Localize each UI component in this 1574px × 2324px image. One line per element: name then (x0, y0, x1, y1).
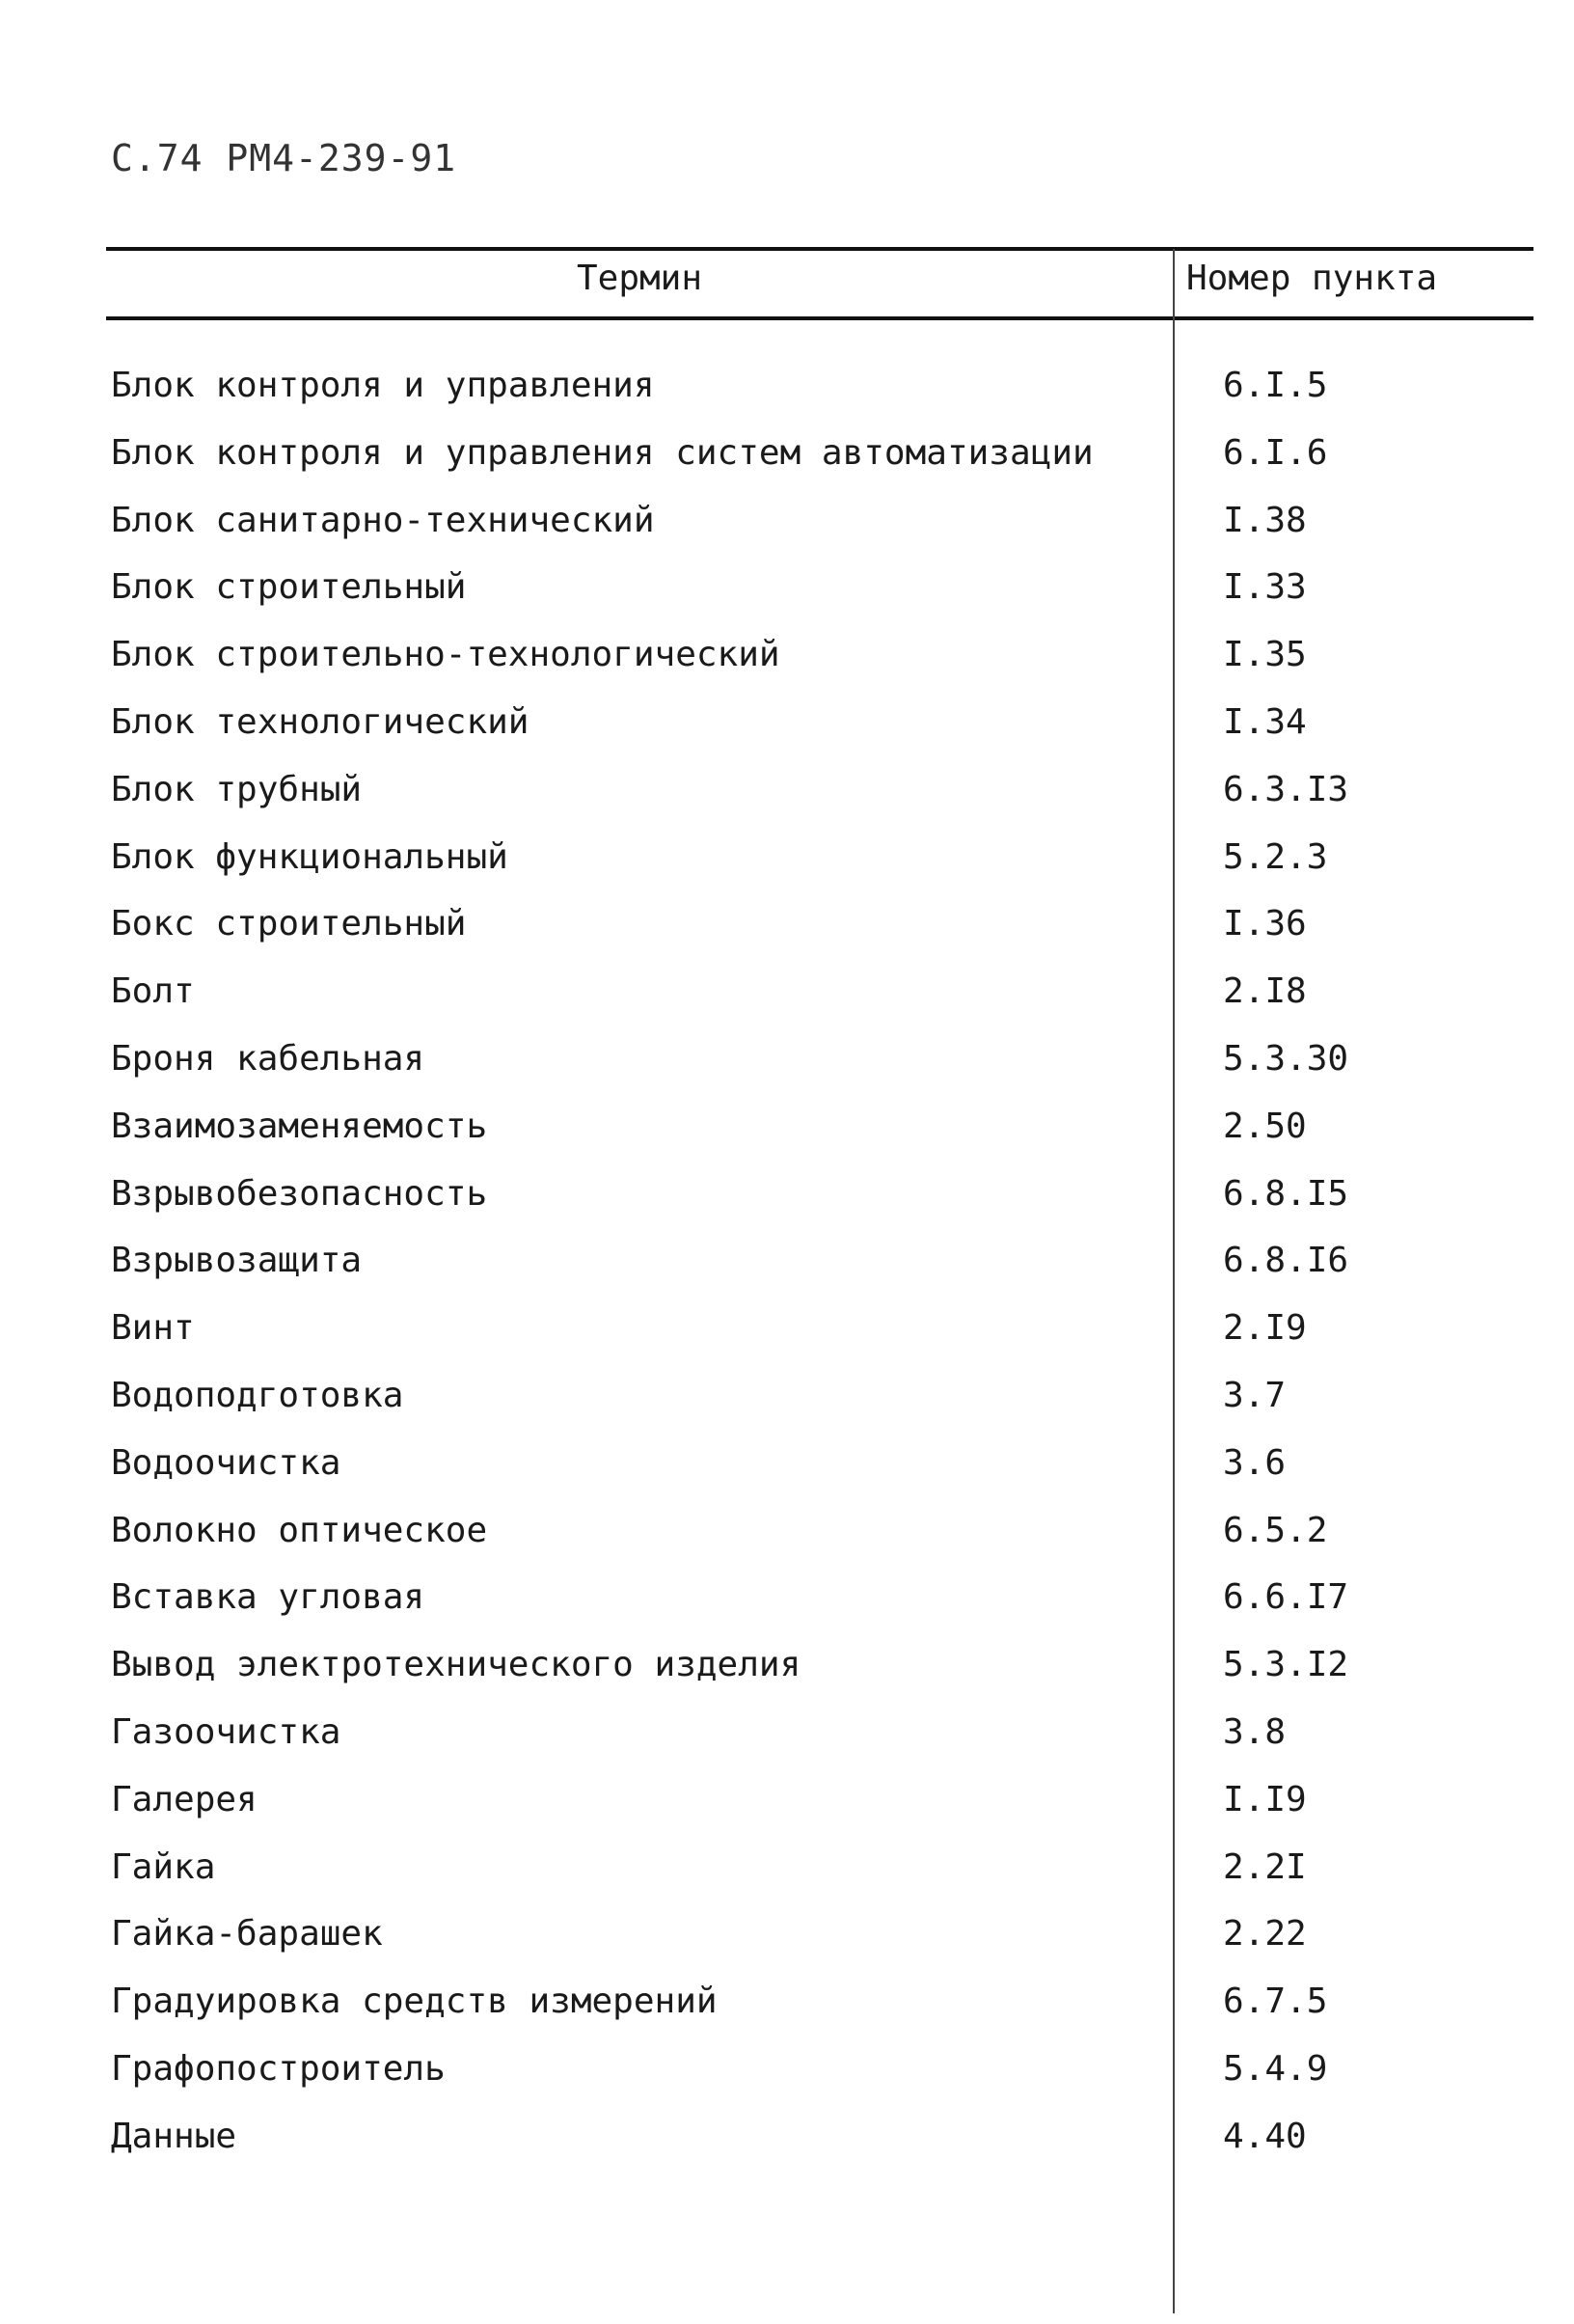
table-header-rule (106, 316, 1533, 320)
number-cell: 3.8 (1223, 1711, 1287, 1752)
term-cell: Блок функциональный (111, 836, 508, 877)
term-cell: Блок строительный (111, 567, 467, 608)
term-cell: Вывод электротехнического изделия (111, 1645, 801, 1685)
table-row (0, 1165, 1574, 1233)
term-cell: Блок санитарно-технический (111, 500, 655, 540)
number-cell: 6.8.I5 (1223, 1173, 1349, 1214)
term-cell: Блок трубный (111, 769, 363, 809)
table-row (0, 1367, 1574, 1435)
number-cell: 6.6.I7 (1223, 1577, 1349, 1618)
term-cell: Галерея (111, 1779, 258, 1819)
term-cell: Броня кабельная (111, 1038, 425, 1079)
term-cell: Взаимозаменяемость (111, 1106, 488, 1146)
term-cell: Блок контроля и управления (111, 366, 655, 405)
term-cell: Графопостроитель (111, 2048, 446, 2089)
number-cell: 5.4.9 (1223, 2048, 1328, 2089)
table-row (0, 1502, 1574, 1570)
number-cell: 6.7.5 (1223, 1982, 1328, 2022)
table-body (0, 357, 1574, 2175)
table-row (0, 895, 1574, 963)
term-cell: Данные (111, 2116, 237, 2156)
table-row (0, 2108, 1574, 2175)
number-cell: I.I9 (1223, 1779, 1307, 1819)
table-row (0, 1771, 1574, 1839)
number-cell: 4.40 (1223, 2116, 1307, 2156)
number-cell: I.36 (1223, 904, 1307, 944)
number-cell: I.34 (1223, 701, 1307, 742)
table-row (0, 1098, 1574, 1165)
number-cell: 5.2.3 (1223, 836, 1328, 877)
number-cell: 2.50 (1223, 1106, 1307, 1146)
term-cell: Гайка-барашек (111, 1914, 383, 1955)
table-row (0, 963, 1574, 1030)
table-row (0, 492, 1574, 560)
number-cell: 3.7 (1223, 1375, 1287, 1415)
number-cell: 6.I.5 (1223, 366, 1328, 405)
term-cell: Блок контроля и управления систем автоматизации (111, 432, 1094, 473)
table-row (0, 424, 1574, 492)
number-cell: 6.8.I6 (1223, 1241, 1349, 1281)
table-row (0, 694, 1574, 761)
term-cell: Волокно оптическое (111, 1510, 488, 1550)
table-row (0, 1030, 1574, 1098)
number-cell: 2.22 (1223, 1914, 1307, 1955)
table-row (0, 1839, 1574, 1906)
number-cell: 6.5.2 (1223, 1510, 1328, 1550)
term-cell: Градуировка средств измерений (111, 1982, 718, 2022)
page-header-code: С.74 РМ4-239-91 (111, 137, 457, 179)
table-row (0, 829, 1574, 896)
term-cell: Вставка угловая (111, 1577, 425, 1618)
number-cell: 2.I8 (1223, 971, 1307, 1012)
table-row (0, 761, 1574, 829)
table-row (0, 1299, 1574, 1367)
number-cell: I.33 (1223, 567, 1307, 608)
term-cell: Винт (111, 1308, 195, 1349)
number-cell: I.38 (1223, 500, 1307, 540)
number-cell: 3.6 (1223, 1442, 1287, 1483)
term-cell: Водоочистка (111, 1442, 341, 1483)
table-row (0, 1704, 1574, 1771)
column-header-number: Номер пункта (1186, 259, 1438, 298)
table-top-rule (106, 247, 1533, 251)
term-cell: Блок технологический (111, 701, 529, 742)
table-row (0, 357, 1574, 424)
number-cell: 5.3.I2 (1223, 1645, 1349, 1685)
table-row (0, 626, 1574, 694)
number-cell: 6.I.6 (1223, 432, 1328, 473)
table-row (0, 559, 1574, 626)
table-row (0, 1973, 1574, 2040)
number-cell: 6.3.I3 (1223, 769, 1349, 809)
table-row (0, 1905, 1574, 1973)
table-row (0, 1569, 1574, 1636)
term-cell: Блок строительно-технологический (111, 635, 780, 675)
column-header-term: Термин (576, 259, 703, 298)
table-row (0, 1435, 1574, 1502)
term-cell: Гайка (111, 1846, 216, 1887)
term-cell: Взрывозащита (111, 1241, 363, 1281)
table-row (0, 1636, 1574, 1704)
term-cell: Болт (111, 971, 195, 1012)
number-cell: I.35 (1223, 635, 1307, 675)
term-cell: Взрывобезопасность (111, 1173, 488, 1214)
term-cell: Газоочистка (111, 1711, 341, 1752)
term-cell: Водоподготовка (111, 1375, 404, 1415)
term-cell: Бокс строительный (111, 904, 467, 944)
number-cell: 2.2I (1223, 1846, 1307, 1887)
table-row (0, 1232, 1574, 1299)
number-cell: 2.I9 (1223, 1308, 1307, 1349)
number-cell: 5.3.30 (1223, 1038, 1349, 1079)
table-row (0, 2040, 1574, 2108)
